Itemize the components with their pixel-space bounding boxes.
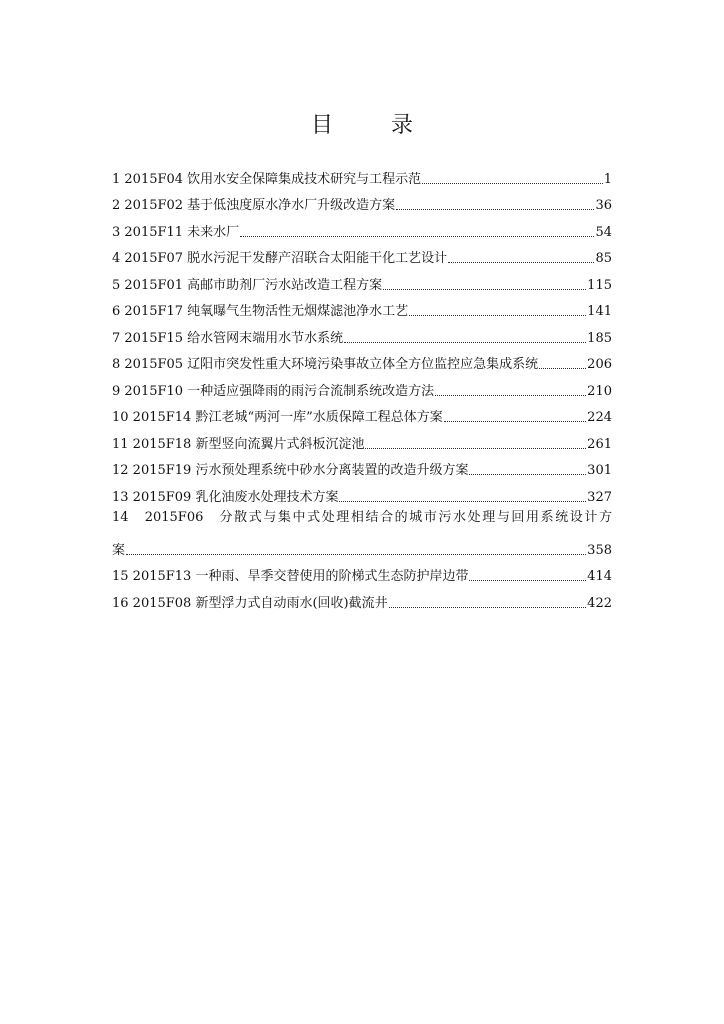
toc-entry-page: 206 xyxy=(587,357,612,372)
toc-entry[interactable] xyxy=(112,346,612,373)
toc-entry-label: 14 2015F06 分散式与集中式处理相结合的城市污水处理与回用系统设计方 xyxy=(112,509,612,525)
toc-entry-label: 4 2015F07 脱水污泥干发酵产沼联合太阳能干化工艺设计 xyxy=(112,251,448,266)
toc-entry-label: 5 2015F01 高邮市助剂厂污水站改造工程方案 xyxy=(112,277,383,293)
toc-entry-page: 185 xyxy=(587,330,612,346)
toc-entry-page: 115 xyxy=(587,277,612,293)
toc-entry[interactable] xyxy=(112,266,612,293)
page-title: 目 录 xyxy=(310,113,431,138)
dot-leader xyxy=(126,553,586,555)
toc-entry[interactable] xyxy=(112,372,612,399)
toc-entry-page: 141 xyxy=(587,304,612,319)
dot-leader xyxy=(469,473,586,475)
toc-entry-page: 414 xyxy=(587,569,612,584)
toc-entry-page: 1 xyxy=(603,171,612,187)
toc-entry-label: 12 2015F19 污水预处理系统中砂水分离装置的改造升级方案 xyxy=(112,463,469,478)
toc-entry-label: 7 2015F15 给水管网末端用水节水系统 xyxy=(112,330,344,346)
toc-entry-page: 301 xyxy=(587,463,612,478)
toc-entry[interactable] xyxy=(112,293,612,320)
toc-entry-label: 1 2015F04 饮用水安全保障集成技术研究与工程示范 xyxy=(112,171,422,187)
toc-entry-page: 36 xyxy=(595,198,612,213)
toc-entry-page: 358 xyxy=(587,542,612,558)
dot-leader xyxy=(344,341,586,343)
dot-leader xyxy=(240,235,594,237)
toc-entry-page: 210 xyxy=(587,383,612,399)
toc-entry-label: 3 2015F11 未来水厂 xyxy=(112,224,240,240)
toc-entry-page: 224 xyxy=(587,410,612,425)
table-of-contents xyxy=(112,160,612,611)
toc-entry-page: 327 xyxy=(587,489,612,505)
toc-entry-label: 15 2015F13 一种雨、旱季交替使用的阶梯式生态防护岸边带 xyxy=(112,569,469,584)
toc-entry-page: 261 xyxy=(587,436,612,452)
dot-leader xyxy=(389,606,587,608)
toc-entry[interactable] xyxy=(112,558,612,585)
toc-entry[interactable] xyxy=(112,319,612,346)
dot-leader xyxy=(539,367,586,369)
toc-entry[interactable] xyxy=(112,531,612,558)
toc-entry[interactable] xyxy=(112,213,612,240)
toc-entry[interactable] xyxy=(112,584,612,611)
toc-entry-page: 85 xyxy=(595,251,612,266)
toc-entry[interactable] xyxy=(112,160,612,187)
toc-entry-label: 13 2015F09 乳化油废水处理技术方案 xyxy=(112,489,339,505)
toc-entry-label: 6 2015F17 纯氧曝气生物活性无烟煤滤池净水工艺 xyxy=(112,304,409,319)
toc-entry-label: 案 xyxy=(112,542,126,558)
toc-entry-label: 9 2015F10 一种适应强降雨的雨污合流制系统改造方法 xyxy=(112,383,435,399)
toc-entry-page: 422 xyxy=(587,595,612,611)
toc-entry-label: 16 2015F08 新型浮力式自动雨水(回收)截流井 xyxy=(112,595,388,611)
dot-leader xyxy=(365,447,586,449)
dot-leader xyxy=(396,208,594,210)
toc-entry[interactable] xyxy=(112,478,612,505)
toc-entry[interactable] xyxy=(112,187,612,214)
toc-entry-label: 8 2015F05 辽阳市突发性重大环境污染事故立体全方位监控应急集成系统 xyxy=(112,357,539,372)
toc-entry[interactable] xyxy=(112,240,612,267)
dot-leader xyxy=(409,314,586,316)
toc-entry-label: 10 2015F14 黔江老城“两河一库”水质保障工程总体方案 xyxy=(112,410,443,425)
toc-entry[interactable] xyxy=(112,505,612,532)
dot-leader xyxy=(469,579,586,581)
dot-leader xyxy=(448,261,594,263)
toc-entry[interactable] xyxy=(112,452,612,479)
dot-leader xyxy=(339,500,586,502)
toc-entry-label: 11 2015F18 新型竖向流翼片式斜板沉淀池 xyxy=(112,436,365,452)
toc-entry-label: 2 2015F02 基于低浊度原水净水厂升级改造方案 xyxy=(112,198,396,213)
toc-entry[interactable] xyxy=(112,425,612,452)
dot-leader xyxy=(444,420,586,422)
toc-entry-page: 54 xyxy=(595,224,612,240)
dot-leader xyxy=(435,394,586,396)
dot-leader xyxy=(422,182,603,184)
dot-leader xyxy=(383,288,586,290)
toc-entry[interactable] xyxy=(112,399,612,426)
